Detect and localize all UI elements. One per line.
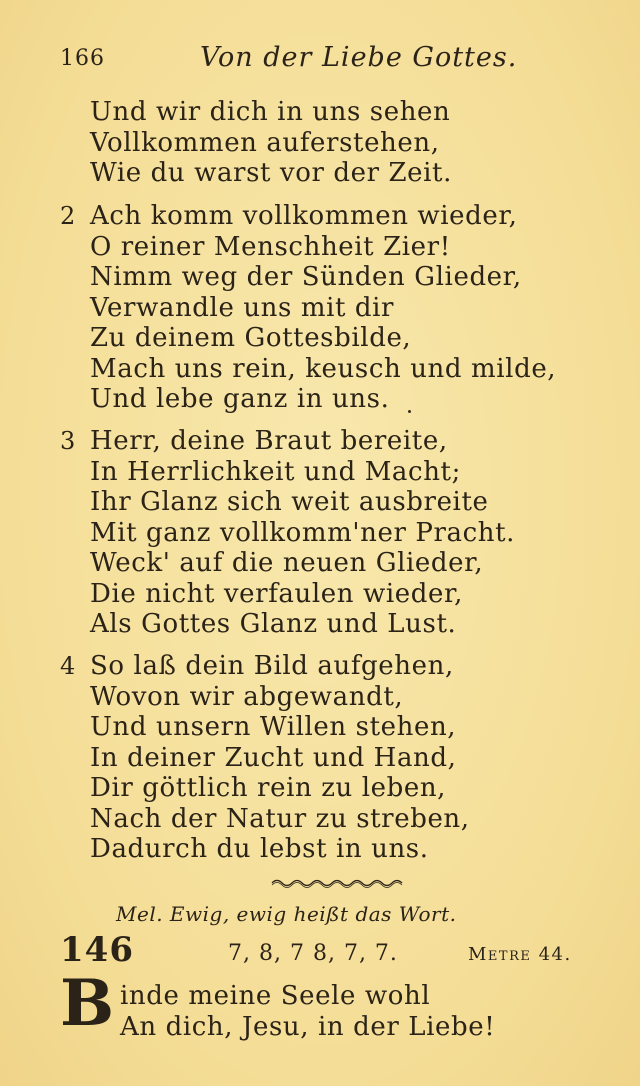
verse-line-text: So laß dein Bild aufgehen, (90, 651, 454, 681)
verse-line: Und wir dich in uns sehen (90, 97, 451, 127)
running-title: Von der Liebe Gottes. (200, 42, 518, 73)
verse-line: Wovon wir abgewandt, (90, 681, 404, 712)
print-speck (408, 410, 411, 413)
verse-line: Und lebe ganz in uns. (90, 384, 390, 414)
verse-line (60, 651, 580, 682)
verse-line: Dir göttlich rein zu leben, (90, 773, 447, 803)
verse-line: Zu deinem Gottesbilde, (90, 323, 412, 353)
meter-label: Metre 44. (468, 944, 572, 965)
stanza-3 (60, 426, 580, 640)
verse-line: In deiner Zucht und Hand, (90, 742, 457, 773)
verse-line: Weck' auf die neuen Glieder, (90, 548, 484, 578)
verse-number: 3 (60, 427, 76, 455)
verse-line: Ihr Glanz sich weit ausbreite (90, 487, 489, 517)
verse-line: Und unsern Willen stehen, (90, 712, 457, 742)
page-number: 166 (60, 46, 105, 71)
verse-line: Nimm weg der Sünden Glieder, (90, 262, 522, 292)
verse-line: Verwandle uns mit dir (90, 292, 395, 323)
verse-line (60, 201, 580, 232)
verse-line: In Herrlichkeit und Macht; (90, 456, 461, 487)
verse-line: Nach der Natur zu streben, (90, 803, 470, 834)
verse-line: Dadurch du lebst in uns. (90, 834, 429, 864)
hymn-first-lines (60, 981, 580, 1042)
verse-line: Als Gottes Glanz und Lust. (90, 609, 457, 639)
drop-cap: B (60, 966, 115, 1041)
stanza-4 (60, 651, 580, 865)
hymn-number: 146 (60, 930, 134, 970)
verse-line: inde meine Seele wohl (120, 981, 431, 1011)
verse-line (60, 426, 580, 457)
verse-line: An dich, Jesu, in der Liebe! (120, 1011, 496, 1042)
verse-line: Die nicht verfaulen wieder, (90, 578, 464, 609)
verse-number: 2 (60, 202, 76, 230)
verse-line-text: Herr, deine Braut bereite, (90, 426, 448, 456)
stanza-1 (60, 97, 580, 189)
verse-line: Wie du warst vor der Zeit. (90, 158, 452, 188)
verse-line: Mach uns rein, keusch und milde, (90, 353, 557, 384)
melody-reference: Mel. Ewig, ewig heißt das Wort. (116, 902, 457, 926)
wavy-divider-ornament (270, 876, 406, 890)
stanza-2 (60, 201, 580, 415)
page-header (60, 42, 580, 82)
verse-line: Vollkommen auferstehen, (90, 127, 440, 158)
verse-line: O reiner Menschheit Zier! (90, 231, 451, 262)
verse-number: 4 (60, 652, 76, 680)
verse-line: Mit ganz vollkomm'ner Pracht. (90, 517, 516, 548)
meter-pattern: 7, 8, 7 8, 7, 7. (228, 941, 398, 966)
verse-line-text: Ach komm vollkommen wieder, (90, 201, 518, 231)
